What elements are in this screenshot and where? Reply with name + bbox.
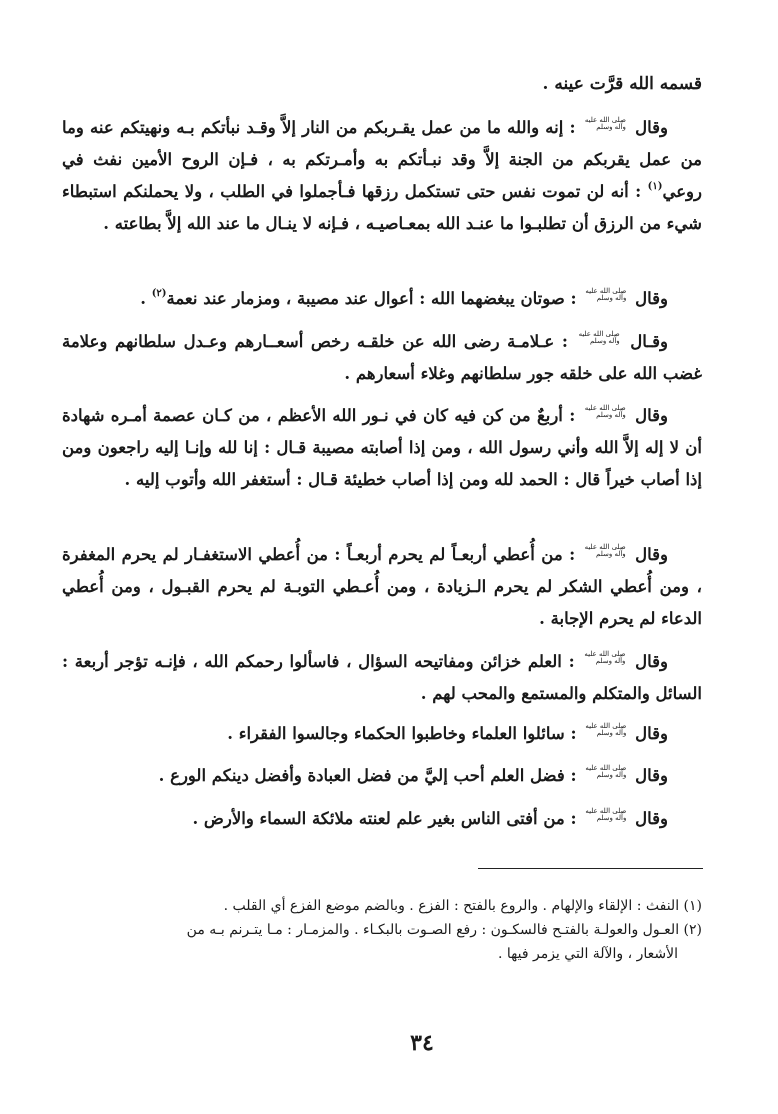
salutation-icon: صلى الله عليه وآله وسلم xyxy=(585,807,627,822)
hadith-lead: وقـال xyxy=(630,332,669,351)
intro-line: قسمه الله قرَّت عينه . xyxy=(542,74,702,94)
salutation-icon: صلى الله عليه وآله وسلم xyxy=(585,764,627,779)
hadith-paragraph xyxy=(62,283,702,315)
salutation-icon: صلى الله عليه وآله وسلم xyxy=(584,116,626,131)
salutation-icon: صلى الله عليه وآله وسلم xyxy=(585,722,627,737)
hadith-text: : أربعٌ من كن فيه كان في نـور الله الأعظم ، من كـان عصمة أمـره شهادة أن لا إله إلاَّ الله وأني رسول الله ، ومن إذا أصابته مصيبة قـال : إنا لله وإنـا إليه راجعون ومن إذا أصاب خيراً قال : الحمد لله ومن إذا أصاب خطيئة قـال : أستغفر الله وأتوب إليه . xyxy=(62,406,702,489)
hadith-lead: وقال xyxy=(635,406,668,425)
hadith-text: : عـلامـة رضى الله عن خلقـه رخص أسعــارهم وعـدل سلطانهم وعلامة غضب الله على خلقه جور سلطانهم وغلاء أسعارهم . xyxy=(62,332,702,383)
footnote-ref: (٢) xyxy=(151,288,167,299)
salutation-icon: صلى الله عليه وآله وسلم xyxy=(584,650,626,665)
hadith-text-tail: . xyxy=(140,289,146,308)
hadith-lead: وقال xyxy=(635,289,668,308)
footnote-ref: (١) xyxy=(647,181,663,192)
hadith-text: : إنه والله ما من عمل يقـربكم من النار إلاَّ وقـد نبأتكم بـه ونهيتكم عنه وما من عمل يقربكم من الجنة إلاَّ وقد نبـأتكم به وأمـرتكم به ، فـإن الروح الأمين نفث في روعي xyxy=(62,118,702,201)
footnote-2: (٢) العـول والعولـة بالفتـح فالسكـون : رفع الصـوت بالبكـاء . والمزمـار : مـا يتـرنم بـه من xyxy=(186,922,702,938)
footnote-divider xyxy=(478,868,703,869)
hadith-paragraph xyxy=(62,718,702,750)
hadith-text: : صوتان يبغضهما الله : أعوال عند مصيبة ، ومزمار عند نعمة xyxy=(166,289,577,308)
hadith-lead: وقال xyxy=(635,652,668,671)
salutation-icon: صلى الله عليه وآله وسلم xyxy=(584,543,626,558)
hadith-text: : فضل العلم أحب إليَّ من فضل العبادة وأفضل دينكم الورع . xyxy=(158,766,577,785)
hadith-paragraph xyxy=(62,326,702,390)
footnote-2-continued: الأشعار ، والآلة التي يزمر فيها . xyxy=(498,946,678,962)
hadith-text: : العلم خزائن ومفاتيحه السؤال ، فاسألوا رحمكم الله ، فإنـه تؤجر أربعة : السائل والمتكلم والمستمع والمحب لهم . xyxy=(62,652,702,703)
hadith-paragraph xyxy=(62,539,702,635)
salutation-icon: صلى الله عليه وآله وسلم xyxy=(578,330,620,345)
document-page xyxy=(62,0,702,1114)
salutation-icon: صلى الله عليه وآله وسلم xyxy=(584,404,626,419)
page-number: ٣٤ xyxy=(410,1030,434,1056)
salutation-icon: صلى الله عليه وآله وسلم xyxy=(585,287,627,302)
hadith-paragraph xyxy=(62,112,702,240)
footnotes xyxy=(62,894,702,966)
hadith-paragraph xyxy=(62,400,702,496)
hadith-paragraph xyxy=(62,803,702,835)
hadith-lead: وقال xyxy=(635,766,668,785)
hadith-paragraph xyxy=(62,760,702,792)
hadith-lead: وقال xyxy=(635,809,668,828)
hadith-lead: وقال xyxy=(635,118,669,137)
footnote-1: (١) النفث : الإلقاء والإلهام . والروع بالفتح : الفزع . وبالضم موضع الفزع أي القلب . xyxy=(223,898,702,914)
hadith-lead: وقال xyxy=(635,724,668,743)
hadith-lead: وقال xyxy=(635,545,669,564)
hadith-paragraph xyxy=(62,646,702,710)
hadith-text: : من أُعطي أربعـاً لم يحرم أربعـاً : من أُعطي الاستغفـار لم يحرم المغفرة ، ومن أُعطي الشكر لم يحرم الـزيادة ، ومن أُعـطي التوبـة لم يحرم القبـول ، ومن أُعطي الدعاء لم يحرم الإجابة . xyxy=(62,545,702,628)
hadith-text: : من أفتى الناس بغير علم لعنته ملائكة السماء والأرض . xyxy=(192,809,577,828)
hadith-text: : سائلوا العلماء وخاطبوا الحكماء وجالسوا الفقراء . xyxy=(227,724,577,743)
hadith-text-tail: : أنه لن تموت نفس حتى تستكمل رزقها فـأجملوا في الطلب ، ولا يحملنكم استبطاء شيء من الرزق أن تطلبـوا ما عنـد الله بمعـاصيـه ، فـإنه لا ينـال ما عند الله إلاَّ بطاعته . xyxy=(62,182,702,233)
